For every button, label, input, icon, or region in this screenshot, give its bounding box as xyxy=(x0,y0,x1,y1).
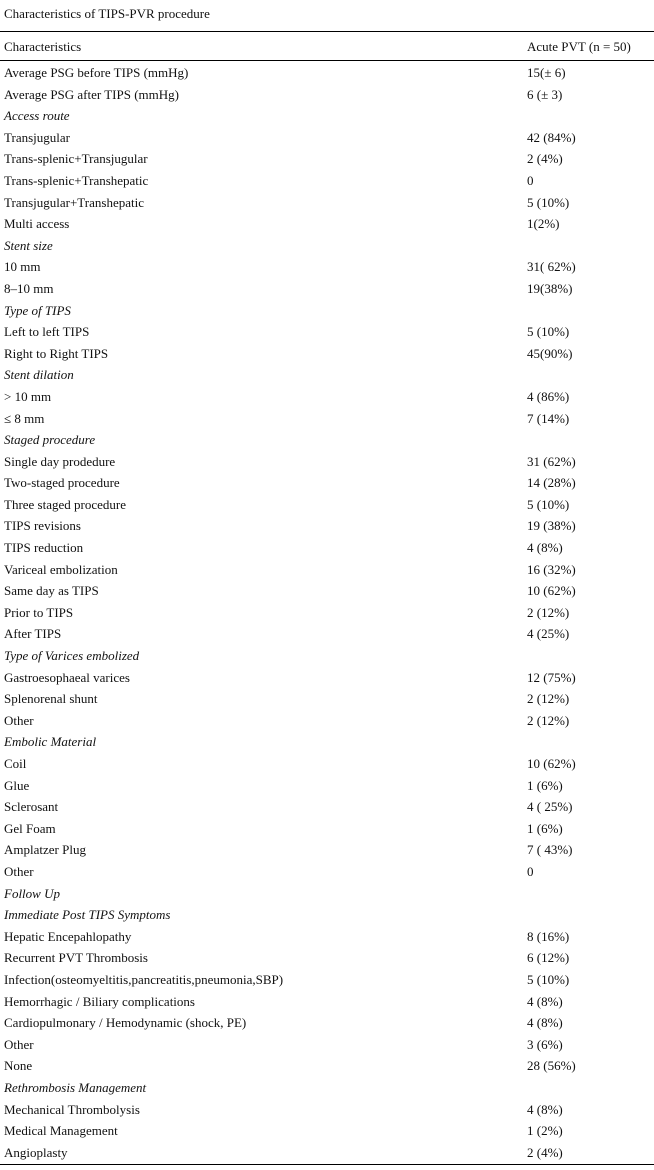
row-label: > 10 mm xyxy=(4,388,52,404)
table-row xyxy=(0,796,654,818)
row-value: 4 (8%) xyxy=(527,1015,563,1031)
row-label: Left to left TIPS xyxy=(4,324,90,340)
table-row xyxy=(0,991,654,1013)
section-header-row xyxy=(0,731,654,753)
table-header xyxy=(0,39,654,59)
row-value: 16 (32%) xyxy=(527,561,576,577)
row-value: 7 (14%) xyxy=(527,410,570,426)
row-label: Trans-splenic+Transhepatic xyxy=(4,172,149,188)
table-row xyxy=(0,753,654,775)
table-row xyxy=(0,386,654,408)
table-row xyxy=(0,278,654,300)
row-value: 19(38%) xyxy=(527,280,573,296)
section-label: Staged procedure xyxy=(4,432,96,448)
row-label: Hepatic Encepahlopathy xyxy=(4,928,132,944)
table-row xyxy=(0,321,654,343)
row-value: 2 (12%) xyxy=(527,604,570,620)
table-row xyxy=(0,515,654,537)
row-value: 4 (25%) xyxy=(527,626,570,642)
section-label: Rethrombosis Management xyxy=(4,1079,147,1095)
table-header-rule xyxy=(0,60,654,61)
table-row xyxy=(0,1120,654,1142)
row-label: ≤ 8 mm xyxy=(4,410,45,426)
row-label: Average PSG before TIPS (mmHg) xyxy=(4,65,189,80)
table-row xyxy=(0,127,654,149)
row-label: Mechanical Thrombolysis xyxy=(4,1101,140,1117)
row-value: 1 (6%) xyxy=(527,820,563,836)
row-value: 5 (10%) xyxy=(527,496,570,512)
row-value: 3 (6%) xyxy=(527,1036,563,1052)
row-value: 5 (10%) xyxy=(527,971,570,987)
table-row xyxy=(0,775,654,797)
table-row xyxy=(0,623,654,645)
row-value: 14 (28%) xyxy=(527,475,576,491)
section-label: Type of TIPS xyxy=(4,302,71,318)
section-label: Type of Varices embolized xyxy=(4,648,140,664)
row-label: Three staged procedure xyxy=(4,496,126,512)
section-label: Stent size xyxy=(4,237,53,253)
row-label: Splenorenal shunt xyxy=(4,691,98,707)
row-label: TIPS reduction xyxy=(4,540,84,556)
row-value: 31( 62%) xyxy=(527,259,576,275)
row-value: 2 (12%) xyxy=(527,712,570,728)
table-row xyxy=(0,947,654,969)
row-label: After TIPS xyxy=(4,626,62,642)
row-value: 2 (12%) xyxy=(527,691,570,707)
row-label: Multi access xyxy=(4,216,70,232)
row-label: Average PSG after TIPS (mmHg) xyxy=(4,86,179,102)
header-characteristics: Characteristics xyxy=(4,39,82,54)
row-label: Medical Management xyxy=(4,1123,118,1139)
section-label: Access route xyxy=(4,108,70,124)
row-value: 0 xyxy=(527,172,534,188)
row-value: 0 xyxy=(527,863,534,879)
row-value: 4 (8%) xyxy=(527,993,563,1009)
row-label: 8–10 mm xyxy=(4,280,54,296)
row-value: 4 ( 25%) xyxy=(527,799,573,815)
row-label: TIPS revisions xyxy=(4,518,81,534)
row-value: 10 (62%) xyxy=(527,756,576,771)
table-row xyxy=(0,1034,654,1056)
row-label: Angioplasty xyxy=(4,1144,68,1160)
table-row xyxy=(0,688,654,710)
row-value: 28 (56%) xyxy=(527,1058,576,1074)
section-label: Embolic Material xyxy=(4,734,97,750)
table-row xyxy=(0,256,654,278)
row-label: Other xyxy=(4,1036,34,1052)
table-row xyxy=(0,148,654,170)
row-label: Right to Right TIPS xyxy=(4,345,109,361)
table-row xyxy=(0,84,654,106)
section-header-row xyxy=(0,364,654,386)
row-label: Transjugular+Transhepatic xyxy=(4,194,144,210)
table-row xyxy=(0,667,654,689)
table-body xyxy=(0,62,654,1163)
table-row xyxy=(0,213,654,235)
row-value: 7 ( 43%) xyxy=(527,842,573,858)
table-row xyxy=(0,710,654,732)
table-row xyxy=(0,192,654,214)
table-row xyxy=(0,472,654,494)
row-label: Two-staged procedure xyxy=(4,475,120,491)
table-row xyxy=(0,839,654,861)
section-header-row xyxy=(0,883,654,905)
row-label: Same day as TIPS xyxy=(4,583,99,599)
row-value: 4 (86%) xyxy=(527,388,570,404)
table-row xyxy=(0,1142,654,1164)
header-acute-pvt: Acute PVT (n = 50) xyxy=(527,39,631,54)
row-label: Recurrent PVT Thrombosis xyxy=(4,950,148,966)
row-label: Infection(osteomyeltitis,pancreatitis,pneumonia,SBP) xyxy=(4,971,284,987)
table-row xyxy=(0,62,654,84)
row-value: 10 (62%) xyxy=(527,583,576,599)
row-label: Gel Foam xyxy=(4,820,56,836)
row-value: 5 (10%) xyxy=(527,194,570,210)
row-label: Cardiopulmonary / Hemodynamic (shock, PE) xyxy=(4,1015,247,1031)
row-value: 8 (16%) xyxy=(527,928,570,944)
table-caption: Characteristics of TIPS-PVR procedure xyxy=(4,6,210,21)
section-header-row xyxy=(0,904,654,926)
table-row xyxy=(0,1055,654,1077)
row-label: Amplatzer Plug xyxy=(4,842,86,858)
table-row xyxy=(0,926,654,948)
section-label: Follow Up xyxy=(4,885,60,901)
table-row xyxy=(0,969,654,991)
table-bottom-rule xyxy=(0,1164,654,1165)
table-row xyxy=(0,1012,654,1034)
table-row xyxy=(0,818,654,840)
row-value: 1(2%) xyxy=(527,216,560,232)
section-header-row xyxy=(0,1077,654,1099)
row-label: Single day prodedure xyxy=(4,453,116,469)
row-value: 45(90%) xyxy=(527,345,573,361)
row-value: 1 (2%) xyxy=(527,1123,563,1139)
row-label: Sclerosant xyxy=(4,799,59,815)
table-row xyxy=(0,537,654,559)
row-value: 4 (8%) xyxy=(527,540,563,556)
row-label: Other xyxy=(4,712,34,728)
section-label: Stent dilation xyxy=(4,367,74,383)
row-label: Hemorrhagic / Biliary complications xyxy=(4,993,195,1009)
row-value: 6 (± 3) xyxy=(527,86,563,102)
row-value: 15(± 6) xyxy=(527,65,566,80)
row-value: 31 (62%) xyxy=(527,453,576,469)
row-label: Glue xyxy=(4,777,30,793)
row-value: 2 (4%) xyxy=(527,1144,563,1160)
row-label: Variceal embolization xyxy=(4,561,118,577)
row-label: Prior to TIPS xyxy=(4,604,74,620)
table-row xyxy=(0,602,654,624)
section-header-row xyxy=(0,429,654,451)
row-label: Transjugular xyxy=(4,129,70,145)
row-label: 10 mm xyxy=(4,259,41,275)
row-value: 4 (8%) xyxy=(527,1101,563,1117)
row-value: 5 (10%) xyxy=(527,324,570,340)
table-row xyxy=(0,559,654,581)
table-row xyxy=(0,580,654,602)
row-label: Trans-splenic+Transjugular xyxy=(4,151,148,167)
section-header-row xyxy=(0,105,654,127)
row-label: Gastroesophaeal varices xyxy=(4,669,130,685)
row-value: 6 (12%) xyxy=(527,950,570,966)
section-header-row xyxy=(0,645,654,667)
row-value: 19 (38%) xyxy=(527,518,576,534)
row-label: Coil xyxy=(4,756,27,771)
table-row xyxy=(0,343,654,365)
section-header-row xyxy=(0,300,654,322)
row-value: 2 (4%) xyxy=(527,151,563,167)
row-value: 1 (6%) xyxy=(527,777,563,793)
table-row xyxy=(0,861,654,883)
table-row xyxy=(0,170,654,192)
section-label: Immediate Post TIPS Symptoms xyxy=(4,907,171,923)
table-row xyxy=(0,494,654,516)
section-header-row xyxy=(0,235,654,257)
table-row xyxy=(0,408,654,430)
row-value: 12 (75%) xyxy=(527,669,576,685)
table-row xyxy=(0,1099,654,1121)
table-top-rule xyxy=(0,31,654,32)
row-label: Other xyxy=(4,863,34,879)
row-label: None xyxy=(4,1058,33,1074)
row-value: 42 (84%) xyxy=(527,129,576,145)
table-row xyxy=(0,451,654,473)
